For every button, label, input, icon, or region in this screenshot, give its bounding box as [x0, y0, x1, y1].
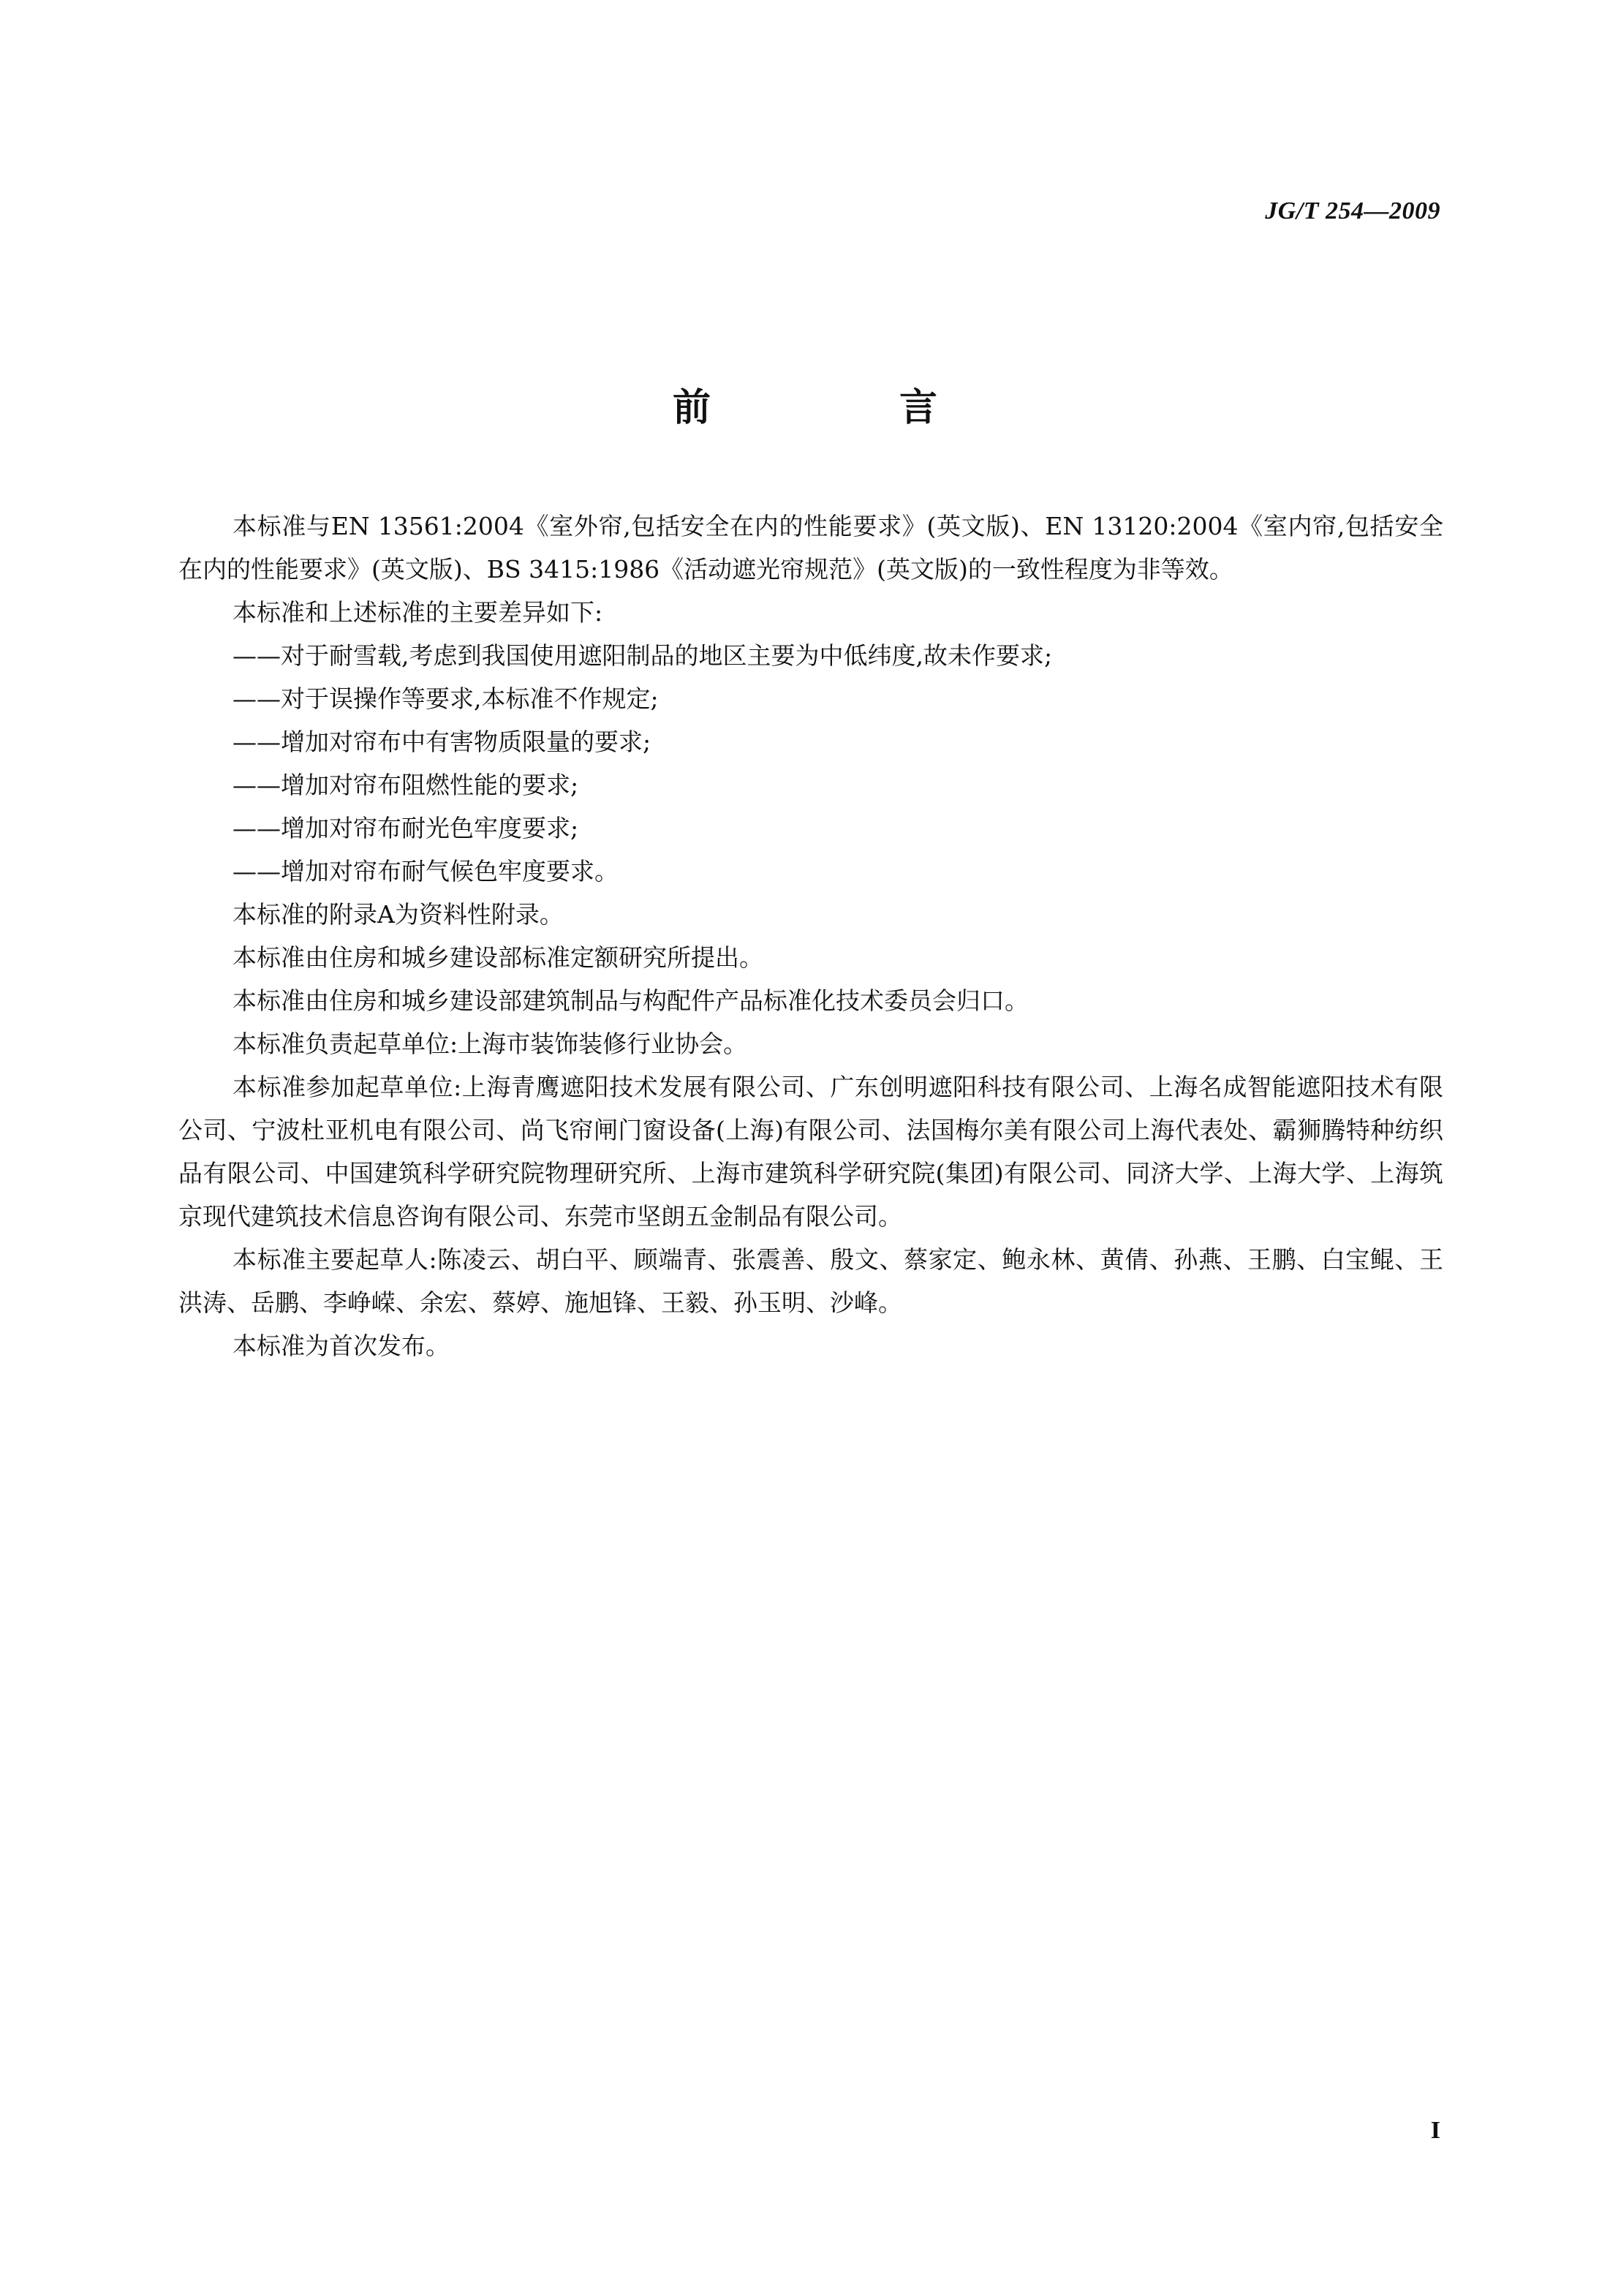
paragraph: 本标准和上述标准的主要差异如下:: [233, 598, 603, 627]
paragraph: 本标准为首次发布。: [233, 1332, 450, 1360]
paragraph: 本标准参加起草单位:上海青鹰遮阳技术发展有限公司、广东创明遮阳科技有限公司、上海名成智能遮阳技术有限公司、宁波杜亚机电有限公司、尚飞帘闸门窗设备(上海)有限公司、法国梅尔美有限公司上海代表处、霸狮腾特种纺织品有限公司、中国建筑科学研究院物理研究所、上海市建筑科学研究院(集团)有限公司、同济大学、上海大学、上海筑京现代建筑技术信息咨询有限公司、东莞市坚朗五金制品有限公司。: [178, 1073, 1443, 1231]
list-item: ——增加对帘布阻燃性能的要求;: [233, 771, 579, 799]
paragraph: 本标准由住房和城乡建设部建筑制品与构配件产品标准化技术委员会归口。: [233, 986, 1029, 1015]
standard-code: JG/T 254—2009: [1265, 197, 1440, 224]
paragraph: 本标准主要起草人:陈凌云、胡白平、顾端青、张震善、殷文、蔡家定、鲍永林、黄倩、孙燕、王鹏、白宝鲲、王洪涛、岳鹏、李峥嵘、余宏、蔡婷、施旭锋、王毅、孙玉明、沙峰。: [178, 1245, 1443, 1317]
paragraph: 本标准的附录A为资料性附录。: [233, 900, 564, 929]
list-item: ——增加对帘布中有害物质限量的要求;: [233, 728, 651, 756]
page-title: 前 言: [672, 386, 1026, 430]
foreword-body: [178, 505, 1443, 1367]
list-item: ——增加对帘布耐气候色牢度要求。: [233, 857, 619, 885]
paragraph: 本标准与EN 13561:2004《室外帘,包括安全在内的性能要求》(英文版)、EN 13120:2004《室内帘,包括安全在内的性能要求》(英文版)、BS 3415:1986《活动遮光帘规范》(英文版)的一致性程度为非等效。: [178, 512, 1443, 584]
paragraph: 本标准由住房和城乡建设部标准定额研究所提出。: [233, 943, 763, 972]
page-number: I: [1430, 2117, 1440, 2144]
paragraph: 本标准负责起草单位:上海市装饰装修行业协会。: [233, 1030, 748, 1058]
list-item: ——增加对帘布耐光色牢度要求;: [233, 814, 579, 842]
list-item: ——对于耐雪载,考虑到我国使用遮阳制品的地区主要为中低纬度,故未作要求;: [233, 641, 1053, 670]
list-item: ——对于误操作等要求,本标准不作规定;: [233, 684, 659, 713]
